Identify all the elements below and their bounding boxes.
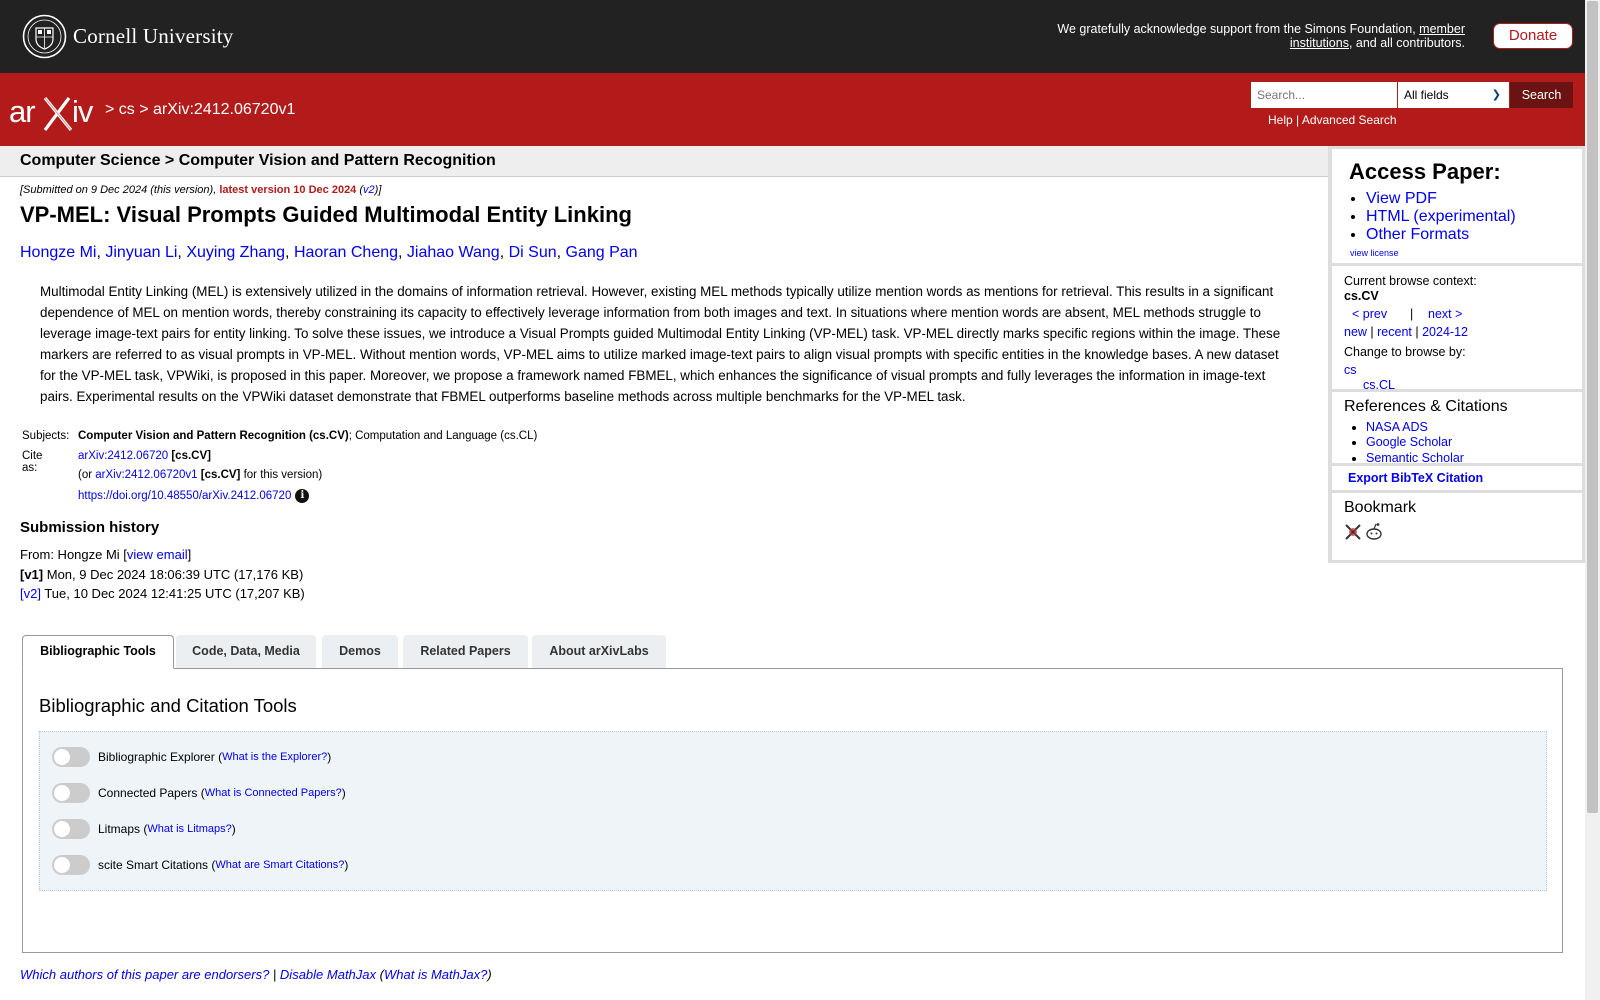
arxiv-logo-icon[interactable] [9, 92, 101, 132]
tab-demos[interactable]: Demos [322, 635, 398, 668]
v1-label: [v1] [20, 566, 44, 582]
bib-tools-box [39, 731, 1547, 891]
tab-bibliographic-tools[interactable]: Bibliographic Tools [22, 635, 174, 669]
link-divider: | [1292, 113, 1302, 127]
author-link[interactable]: Gang Pan [565, 244, 638, 261]
search-field-select[interactable] [1398, 82, 1509, 108]
paren: ( [376, 967, 384, 982]
support-suffix: , and all contributors. [1348, 36, 1465, 50]
month-link[interactable]: 2024-12 [1422, 325, 1468, 339]
submission-history [20, 545, 305, 604]
history-from: From: Hongze Mi [ [20, 547, 127, 562]
bibsonomy-icon[interactable] [1344, 523, 1362, 541]
endorsers-link[interactable]: Which authors of this paper are endorsers? [20, 967, 270, 982]
connected-papers-toggle[interactable] [52, 783, 90, 803]
support-acknowledgement [1045, 22, 1465, 50]
scrollbar-thumb[interactable] [1587, 1, 1598, 813]
reference-item [1366, 451, 1464, 466]
tool-row-litmaps: Litmaps ( What is Litmaps? ) [52, 819, 236, 839]
bookmark-section [1332, 493, 1582, 560]
cite-id-link[interactable]: arXiv:2412.06720 [78, 449, 169, 462]
semantic-scholar-link[interactable]: Semantic Scholar [1366, 450, 1464, 465]
next-link[interactable]: next > [1428, 307, 1463, 321]
references-title: References & Citations [1344, 398, 1508, 415]
footer-links [20, 967, 492, 982]
cite-version-category: [cs.CV] [197, 469, 241, 481]
tool-help-link[interactable]: What is Connected Papers? [204, 787, 342, 799]
cornell-name: Cornell University [73, 24, 234, 48]
cite-value [78, 450, 211, 462]
what-is-mathjax-link[interactable]: What is MathJax? [383, 967, 488, 982]
tool-help-link[interactable]: What is the Explorer? [222, 751, 328, 763]
v2-history-link[interactable]: [v2] [20, 586, 41, 601]
view-pdf-link[interactable]: View PDF [1366, 190, 1437, 207]
author-link[interactable]: Hongze Mi [20, 244, 97, 261]
support-prefix: We gratefully acknowledge support from the Simons Foundation, [1057, 22, 1416, 36]
tab-related-papers[interactable]: Related Papers [403, 635, 528, 668]
new-link[interactable]: new [1344, 325, 1367, 339]
tool-row-explorer: Bibliographic Explorer ( What is the Explorer? ) [52, 747, 331, 767]
toggle-knob [54, 785, 70, 801]
paren: )] [374, 184, 382, 196]
cornell-header [0, 0, 1585, 73]
toggle-knob [54, 857, 70, 873]
member-institutions-link[interactable]: member institutions [1289, 22, 1465, 50]
breadcrumb-cs[interactable]: cs [118, 101, 135, 118]
explorer-toggle[interactable] [52, 747, 90, 767]
google-scholar-link[interactable]: Google Scholar [1366, 435, 1453, 450]
help-link[interactable]: Help [1268, 113, 1293, 127]
browse-context-section [1332, 266, 1582, 392]
v2-link[interactable]: v2 [363, 184, 375, 196]
paren: ) [487, 967, 492, 982]
submission-history-title: Submission history [20, 519, 160, 536]
author-link[interactable]: Xuying Zhang [186, 244, 286, 261]
chevron-down-icon: ❯ [1491, 89, 1501, 101]
author-link[interactable]: Jinyuan Li [105, 244, 178, 261]
history-v2-line [20, 584, 305, 604]
author-link[interactable]: Jiahao Wang [406, 244, 500, 261]
references-section [1332, 392, 1582, 463]
cornell-seal-icon [22, 14, 67, 59]
tab-about-arxivlabs[interactable]: About arXivLabs [532, 635, 666, 668]
references-links [1352, 420, 1464, 466]
tool-name: Litmaps [98, 822, 141, 836]
litmaps-toggle[interactable] [52, 819, 90, 839]
search-field-value: All fields [1404, 88, 1449, 102]
view-email-link[interactable]: view email [126, 547, 188, 562]
link-divider: | [269, 967, 280, 982]
reference-item [1366, 435, 1464, 450]
bracket: ] [187, 547, 192, 562]
doi-link[interactable]: https://doi.org/10.48550/arXiv.2412.06720 [78, 489, 292, 502]
cite-version-link[interactable]: arXiv:2412.06720v1 [95, 469, 198, 481]
svg-text:iv: iv [72, 94, 93, 129]
history-v1-line [20, 565, 305, 585]
subjects-label: Subjects: [22, 430, 70, 442]
paren: ( [356, 184, 364, 196]
tool-help-link[interactable]: What is Litmaps? [147, 823, 232, 835]
cite-version-value [78, 469, 322, 481]
bib-tools-title: Bibliographic and Citation Tools [39, 695, 297, 716]
search-button[interactable]: Search [1510, 82, 1573, 108]
context-label: Current browse context: [1344, 274, 1477, 288]
access-paper-section [1332, 149, 1582, 263]
history-from-line [20, 545, 305, 565]
primary-subject: Computer Vision and Pattern Recognition (cs.CV) [78, 430, 349, 442]
reference-item [1366, 420, 1464, 435]
tool-name: Bibliographic Explorer [98, 750, 215, 764]
tool-help-link[interactable]: What are Smart Citations? [215, 859, 345, 871]
subject-header-text: Computer Science > Computer Vision and Pattern Recognition [20, 152, 496, 169]
breadcrumb-paper-id: arXiv:2412.06720v1 [153, 101, 296, 118]
page-scrollbar[interactable] [1585, 0, 1600, 1000]
browse-cscl-link[interactable]: cs.CL [1363, 378, 1395, 392]
abstract: Multimodal Entity Linking (MEL) is extensively utilized in the domains of information retrieval. However, existing MEL methods typically utilize mention words as mentions for retrieval. This results in a significant dependence of MEL on mention words, thereby constraining its capacity to effectively leverage information from both images and text. In situations where mention words are absent, MEL methods struggle to leverage image-text pairs for entity linking. To solve these issues, we introduce a Visual Prompts guided Multimodal Entity Linking (VP-MEL) task. VP-MEL directly marks specific regions within the image. These markers are referred to as visual prompts in VP-MEL. Without mention words, VP-MEL aims to utilize marked image-text pairs to align visual prompts with specific entities in the knowledge bases. A new dataset for the VP-MEL task, VPWiki, is proposed in this paper. Moreover, we propose a framework named FBMEL, which enhances the significance of visual prompts and fully leverages the information in image-text pairs. Experimental results on the VPWiki dataset demonstrate that FBMEL outperforms baseline methods across multiple benchmarks for the VP-MEL task. [40, 284, 1281, 404]
browse-cs-link[interactable]: cs [1344, 363, 1357, 377]
v2-date: Tue, 10 Dec 2024 12:41:25 UTC (17,207 KB) [40, 586, 305, 601]
prev-link[interactable]: < prev [1352, 307, 1388, 321]
cite-label: Cite as: [22, 449, 43, 474]
arxiv-header [0, 73, 1585, 146]
donate-button[interactable]: Donate [1493, 23, 1573, 49]
nav-divider: | [1410, 307, 1414, 321]
access-item [1366, 208, 1516, 226]
cite-or-text: (or [78, 469, 96, 481]
v1-date: Mon, 9 Dec 2024 18:06:39 UTC (17,176 KB) [43, 566, 304, 582]
svg-text:ar: ar [9, 94, 35, 129]
sidebar [1328, 146, 1585, 563]
tab-code-data-media[interactable]: Code, Data, Media [176, 635, 316, 668]
advanced-search-link[interactable]: Advanced Search [1301, 113, 1397, 127]
paper-title: VP-MEL: Visual Prompts Guided Multimodal Entity Linking [20, 202, 632, 227]
scite-toggle[interactable] [52, 855, 90, 875]
cornell-logo[interactable] [22, 14, 234, 59]
latest-version-text: latest version 10 Dec 2024 [219, 184, 357, 196]
author-link[interactable]: Haoran Cheng [293, 244, 399, 261]
browse-periods: new | recent | 2024-12 [1344, 325, 1468, 339]
access-item [1366, 190, 1516, 208]
author-link[interactable]: Di Sun [508, 244, 557, 261]
bookmark-title: Bookmark [1344, 499, 1417, 516]
other-formats-link[interactable]: Other Formats [1366, 226, 1470, 243]
search-input[interactable]: Search... [1251, 82, 1397, 108]
export-section [1332, 466, 1582, 490]
help-links [1268, 113, 1397, 127]
context-value: cs.CV [1344, 289, 1379, 303]
nasa-ads-link[interactable]: NASA ADS [1366, 420, 1428, 434]
cite-version-suffix: for this version) [240, 469, 323, 481]
cite-category: [cs.CV] [168, 449, 211, 462]
disable-mathjax-link[interactable]: Disable MathJax [279, 967, 377, 982]
tool-name: scite Smart Citations [98, 858, 209, 872]
toggle-knob [54, 821, 70, 837]
doi-value [78, 489, 309, 503]
html-experimental-link[interactable]: HTML (experimental) [1366, 208, 1516, 225]
reddit-icon[interactable] [1364, 522, 1384, 542]
subjects-value [78, 430, 537, 442]
breadcrumb-separator: > [134, 101, 154, 118]
author-list: Hongze Mi, Jinyuan Li, Xuying Zhang, Haoran Cheng, Jiahao Wang, Di Sun, Gang Pan [20, 244, 638, 261]
subject-header [0, 146, 1328, 177]
breadcrumb-separator: > [105, 101, 119, 118]
info-icon[interactable]: i [295, 489, 309, 503]
export-bibtex-link[interactable]: Export BibTeX Citation [1348, 471, 1484, 485]
other-subjects: ; Computation and Language (cs.CL) [348, 430, 538, 442]
submitted-prefix: [Submitted on 9 Dec 2024 (this version), [20, 184, 220, 196]
access-paper-title: Access Paper: [1349, 159, 1501, 184]
tab-panel [22, 668, 1563, 953]
breadcrumb [105, 101, 295, 119]
access-item [1366, 226, 1516, 244]
change-browse-label: Change to browse by: [1344, 345, 1466, 359]
recent-link[interactable]: recent [1377, 325, 1412, 339]
toggle-knob [54, 749, 70, 765]
submission-date-line [20, 184, 381, 196]
tool-row-connected-papers: Connected Papers ( What is Connected Papers? ) [52, 783, 346, 803]
view-license-link[interactable]: view license [1350, 248, 1399, 258]
tool-name: Connected Papers [98, 786, 198, 800]
access-links [1352, 190, 1516, 244]
tool-row-scite: scite Smart Citations ( What are Smart Citations? ) [52, 855, 348, 875]
